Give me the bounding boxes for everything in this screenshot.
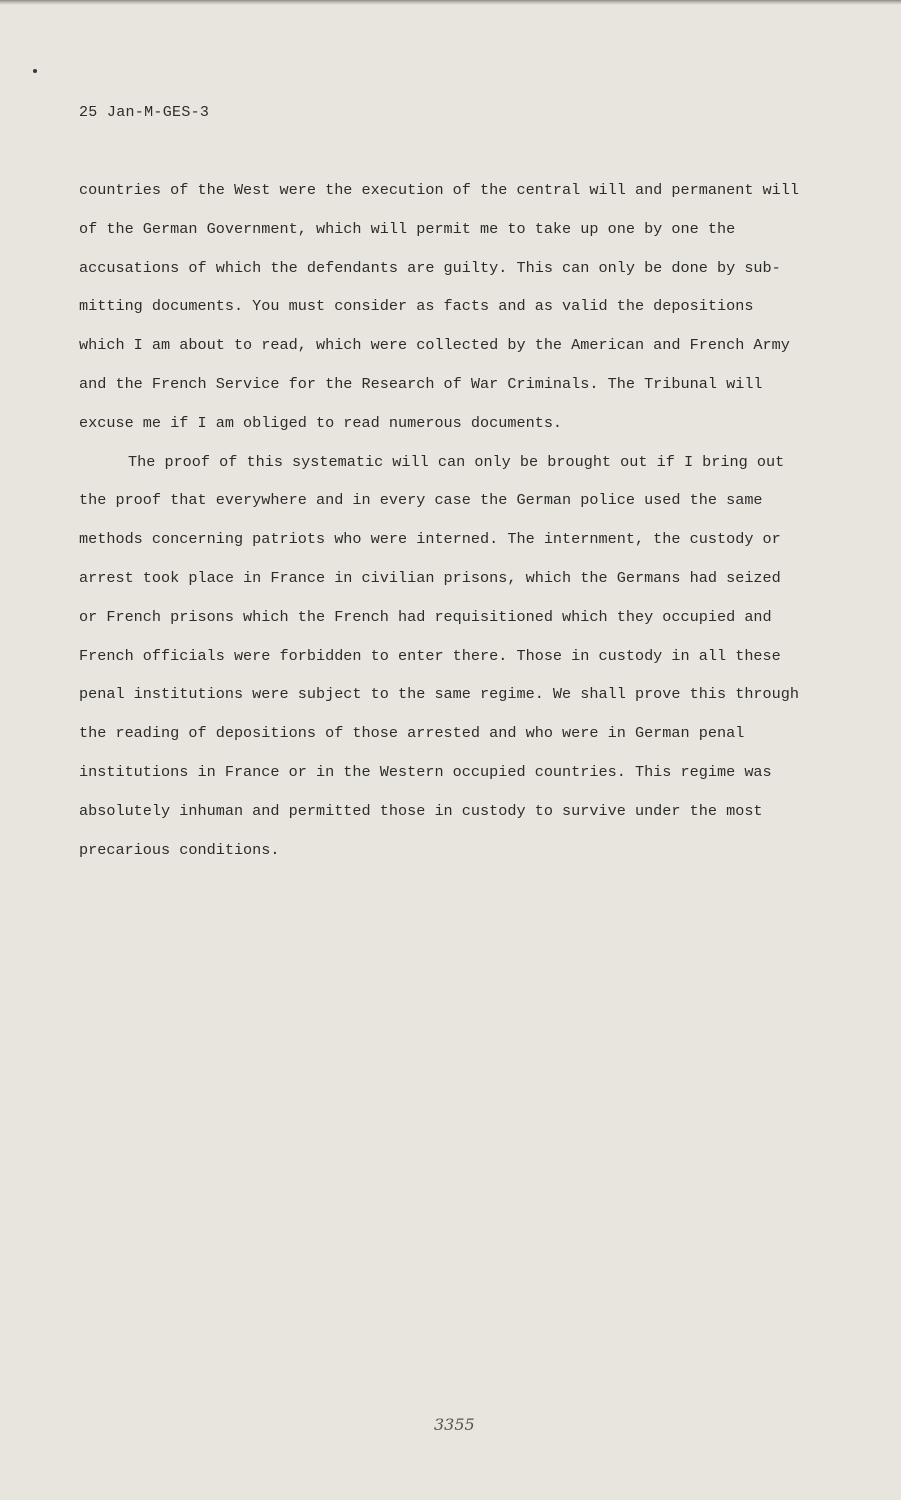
text-line: arrest took place in France in civilian prisons, which the Germans had seized bbox=[79, 568, 781, 587]
text-line: accusations of which the defendants are guilty. This can only be done by sub- bbox=[79, 258, 781, 277]
text-line: of the German Government, which will permit me to take up one by one the bbox=[79, 219, 736, 238]
text-line: the proof that everywhere and in every case the German police used the same bbox=[79, 491, 763, 510]
text-line: excuse me if I am obliged to read numerous documents. bbox=[79, 413, 563, 432]
text-line: penal institutions were subject to the same regime. We shall prove this through bbox=[79, 685, 800, 704]
text-line: the reading of depositions of those arrested and who were in German penal bbox=[79, 724, 745, 743]
text-line: or French prisons which the French had requisitioned which they occupied and bbox=[79, 607, 772, 626]
text-line: methods concerning patriots who were interned. The internment, the custody or bbox=[79, 530, 781, 549]
text-line: institutions in France or in the Western occupied countries. This regime was bbox=[79, 762, 772, 781]
text-line: French officials were forbidden to enter there. Those in custody in all these bbox=[79, 646, 781, 665]
page-top-edge bbox=[0, 0, 901, 5]
text-line: precarious conditions. bbox=[79, 840, 280, 859]
page-number: 3355 bbox=[434, 1415, 475, 1434]
text-line: countries of the West were the execution of the central will and permanent will bbox=[79, 181, 800, 199]
text-line: and the French Service for the Research of War Criminals. The Tribunal will bbox=[79, 374, 763, 393]
paragraph-start-line: The proof of this systematic will can only be brought out if I bring out bbox=[128, 452, 785, 471]
document-header: 25 Jan-M-GES-3 bbox=[79, 104, 210, 121]
text-line: absolutely inhuman and permitted those in custody to survive under the most bbox=[79, 801, 763, 820]
text-line: mitting documents. You must consider as facts and as valid the depositions bbox=[79, 297, 754, 316]
text-line: which I am about to read, which were collected by the American and French Army bbox=[79, 336, 790, 355]
ink-speck bbox=[33, 69, 37, 73]
document-body bbox=[79, 177, 849, 875]
